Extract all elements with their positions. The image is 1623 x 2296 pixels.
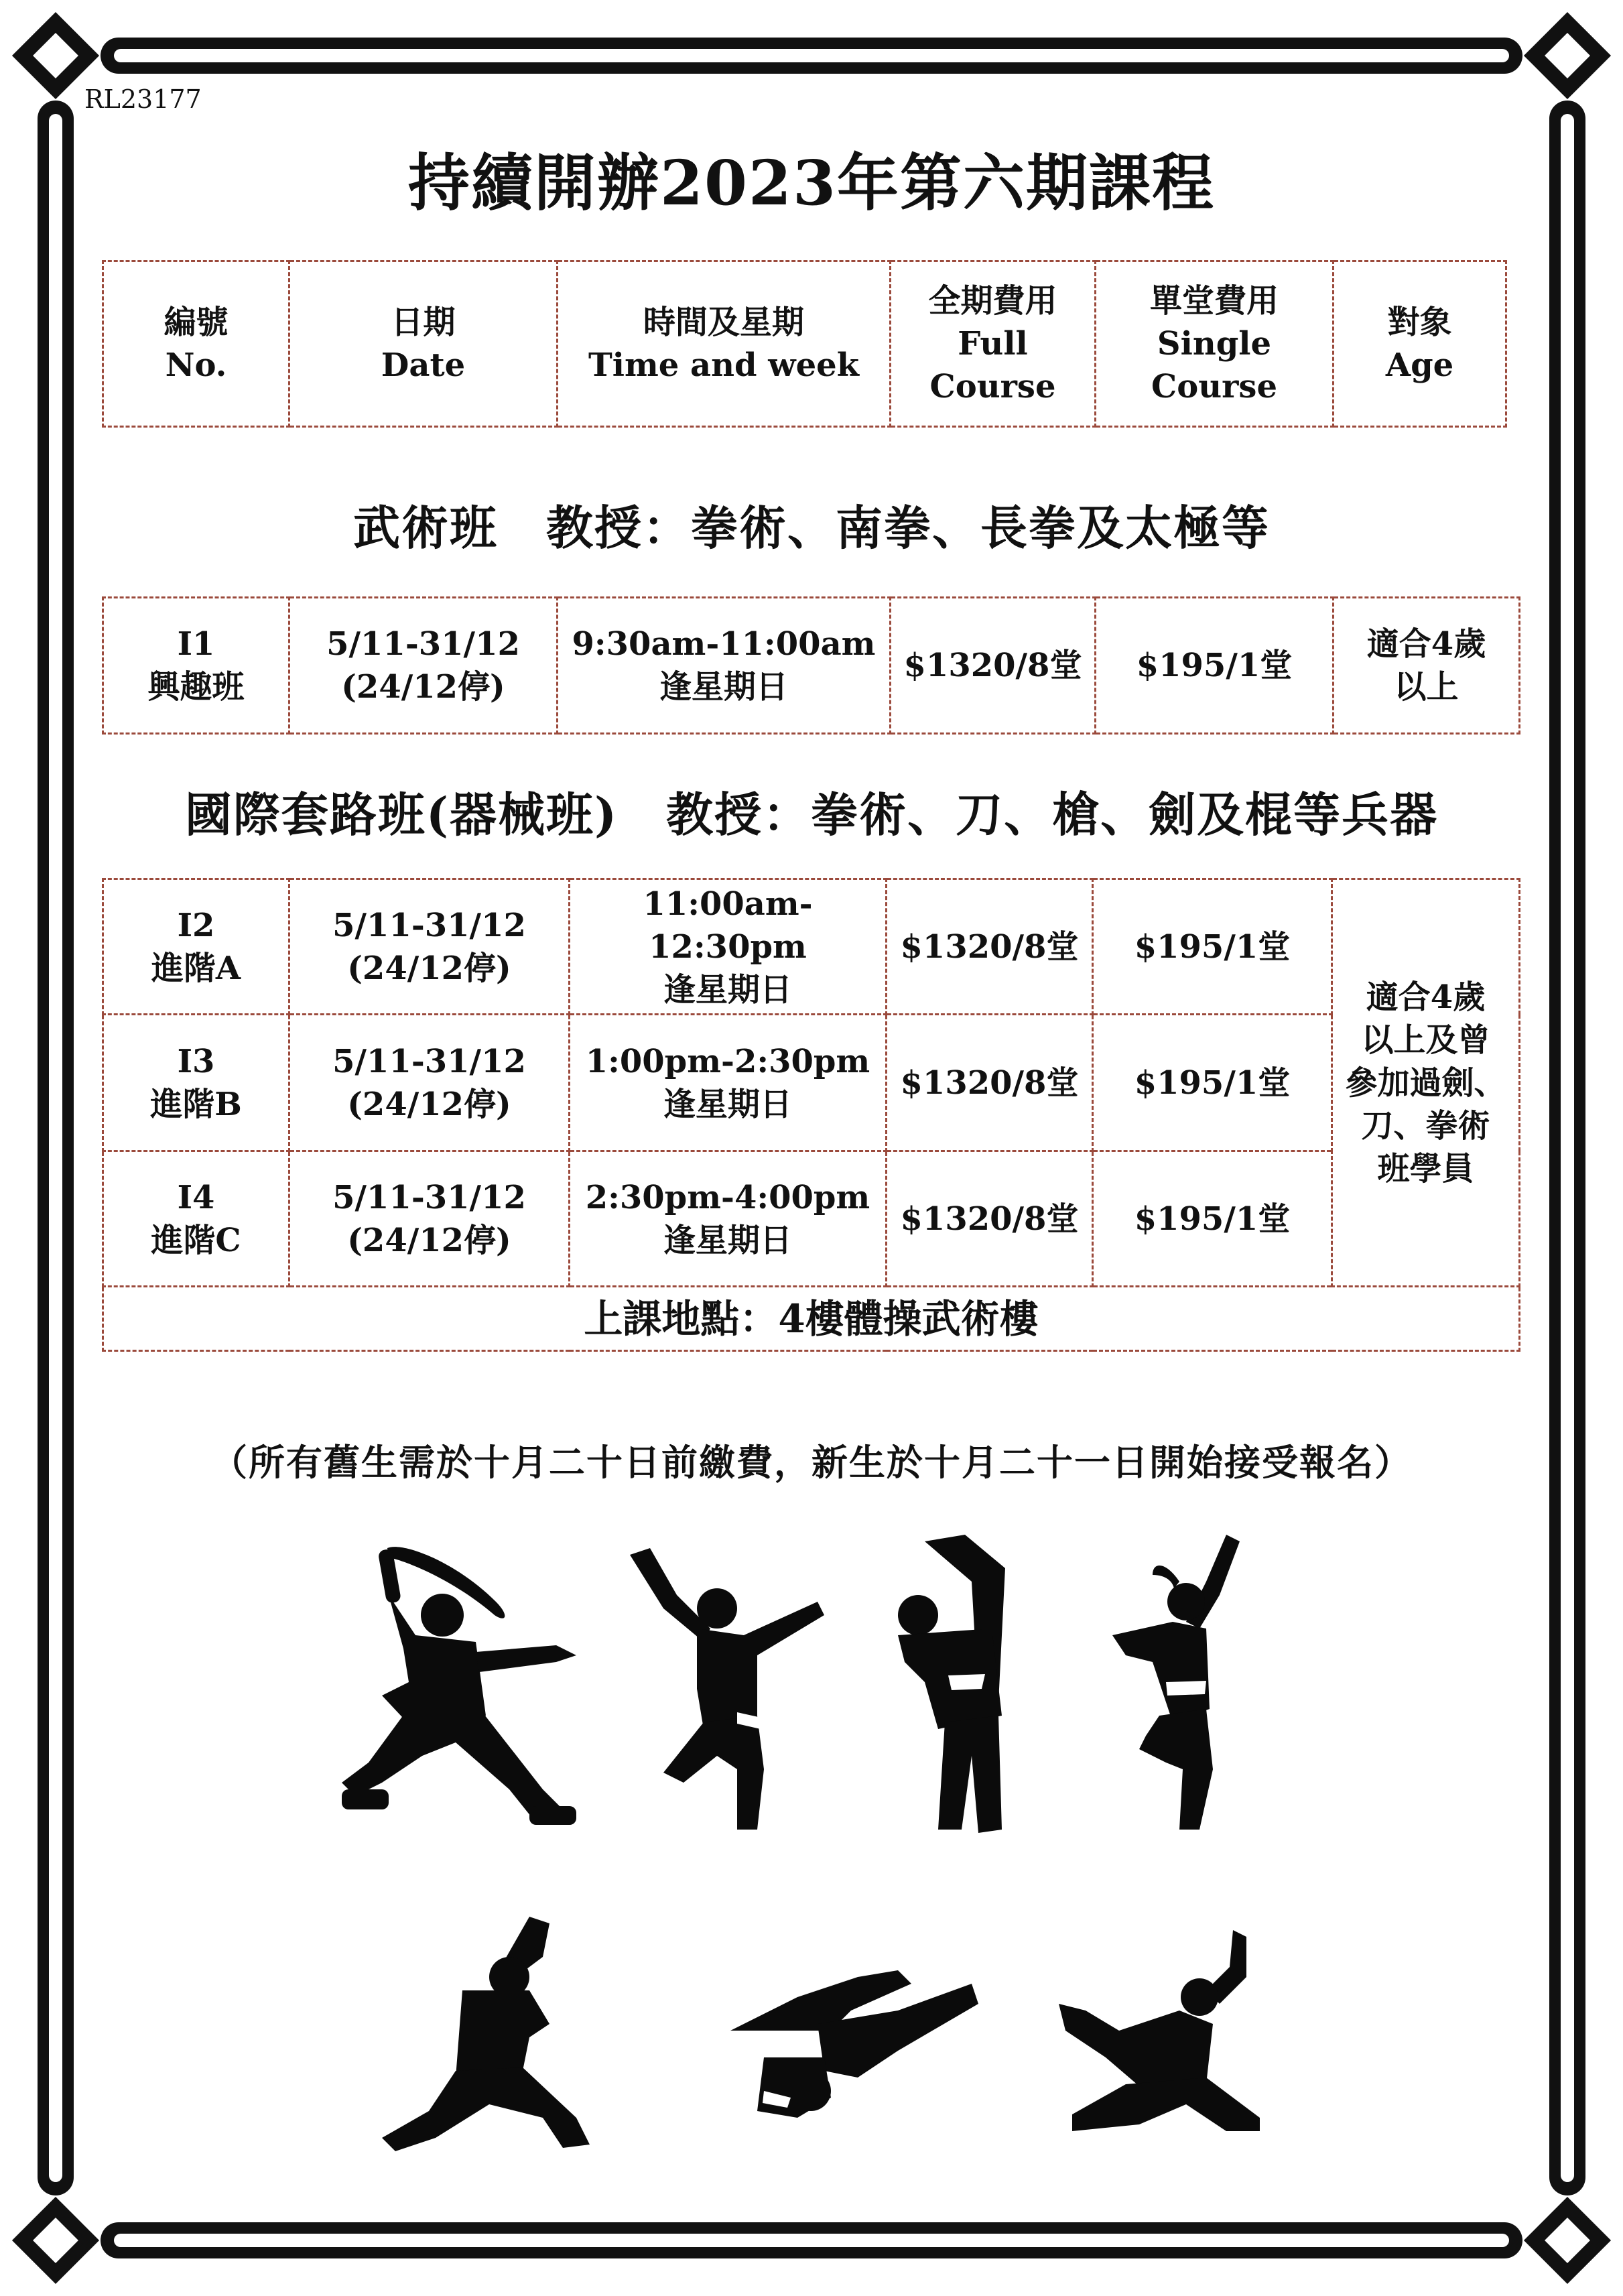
- martial-artist-low-stance: [1045, 1930, 1267, 2145]
- section-heading-taolu: 國際套路班(器械班) 教授：拳術、刀、槍、劍及棍等兵器: [184, 787, 1439, 842]
- taolu-class-table: [102, 878, 1520, 1352]
- header-full-course: 全期費用 Full Course: [891, 261, 1096, 427]
- frame-corner-diamond: [12, 2197, 99, 2284]
- header-single-course: 單堂費用 Single Course: [1096, 261, 1334, 427]
- frame-corner-diamond: [1524, 2197, 1611, 2284]
- martial-artist-crane-stance: [375, 1917, 596, 2158]
- martial-artist-pose: [623, 1541, 838, 1836]
- martial-artist-high-kick: [885, 1528, 1052, 1836]
- header-no: 編號 No.: [103, 261, 289, 427]
- header-date: 日期 Date: [289, 261, 558, 427]
- table-row: I1 興趣班 5/11-31/12 (24/12停) 9:30am-11:00am 逢星期日 $1320/8堂 $195/1堂 適合4歲 以上: [103, 598, 1520, 734]
- registration-note: （所有舊生需於十月二十日前繳費，新生於十月二十一日開始接受報名）: [211, 1441, 1412, 1484]
- location-row: [103, 1287, 1520, 1351]
- frame-top-bar: [101, 38, 1522, 74]
- header-table: [102, 260, 1507, 428]
- table-row: I2 進階A 5/11-31/12 (24/12停) 11:00am-12:30pm 逢星期日 $1320/8堂 $195/1堂 適合4歲 以上及曾 參加過劍、 刀、拳術 班學員: [103, 879, 1520, 1015]
- age-requirement: 適合4歲 以上及曾 參加過劍、 刀、拳術 班學員: [1332, 879, 1520, 1287]
- section-heading-wushu: 武術班 教授：拳術、南拳、長拳及太極等: [353, 500, 1270, 556]
- table-row: I3 進階B 5/11-31/12 (24/12停) 1:00pm-2:30pm 逢星期日 $1320/8堂 $195/1堂: [103, 1015, 1520, 1151]
- martial-artist-with-sword: [342, 1541, 583, 1836]
- martial-artist-girl-pose: [1099, 1535, 1273, 1836]
- frame-right-bar: [1549, 101, 1585, 2195]
- table-row: I4 進階C 5/11-31/12 (24/12停) 2:30pm-4:00pm 逢星期日 $1320/8堂 $195/1堂: [103, 1151, 1520, 1287]
- frame-left-bar: [38, 101, 74, 2195]
- header-age: 對象 Age: [1334, 261, 1506, 427]
- martial-artist-flying-kick: [724, 1957, 978, 2131]
- frame-corner-diamond: [1524, 12, 1611, 99]
- wushu-class-table: [102, 596, 1520, 735]
- document-code: RL23177: [84, 84, 202, 114]
- header-time: 時間及星期 Time and week: [558, 261, 891, 427]
- frame-bottom-bar: [101, 2222, 1522, 2258]
- class-location: 上課地點：4樓體操武術樓: [103, 1287, 1520, 1351]
- page-title: 持續開辦2023年第六期課程: [407, 147, 1216, 219]
